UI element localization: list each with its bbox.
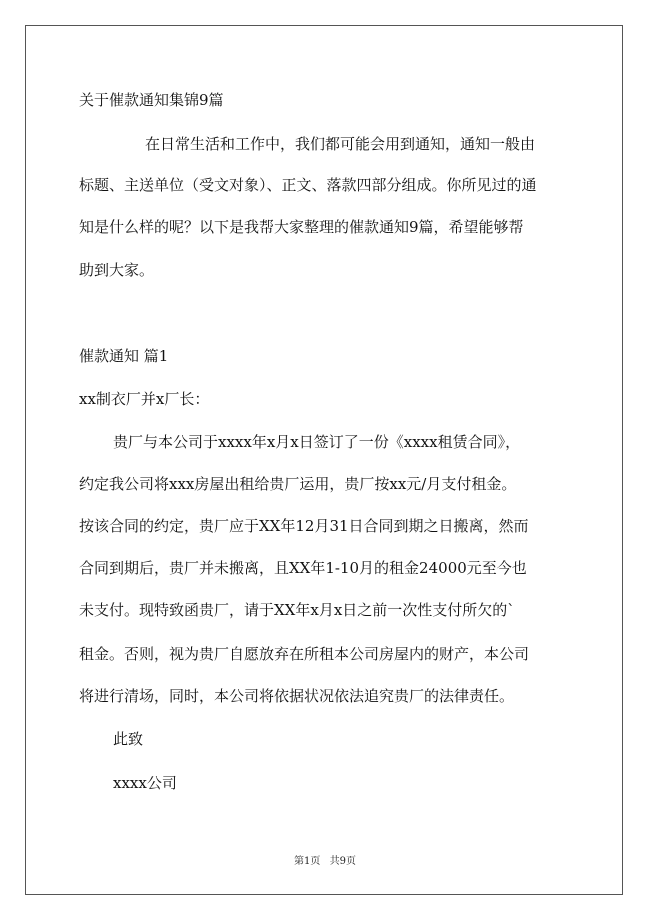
signature: xxxx公司 (113, 774, 177, 792)
intro-line-3: 知是什么样的呢？以下是我帮大家整理的催款通知9篇，希望能够帮 (79, 218, 524, 236)
body-line-1: 贵厂与本公司于xxxx年x月x日签订了一份《xxxx租赁合同》， (113, 433, 521, 451)
salutation: xx制衣厂并x厂长： (79, 390, 210, 408)
body-line-5: 未支付。现特致函贵厂，请于XX年x月x日之前一次性支付所欠的` (79, 601, 515, 619)
section-heading: 催款通知 篇1 (79, 347, 169, 365)
body-line-7: 将进行清场，同时，本公司将依据状况依法追究贵厂的法律责任。 (79, 687, 515, 705)
intro-line-2: 标题、主送单位（受文对象）、正文、落款四部分组成。你所见过的通 (79, 176, 537, 194)
body-line-2: 约定我公司将xxx房屋出租给贵厂运用，贵厂按xx元/月支付租金。 (79, 475, 517, 493)
page-footer (0, 852, 650, 867)
page-border (25, 25, 623, 895)
body-line-6: 租金。否则，视为贵厂自愿放弃在所租本公司房屋内的财产，本公司 (79, 645, 530, 663)
body-line-4: 合同到期后，贵厂并未搬离，且XX年1-10月的租金24000元至今也 (79, 559, 527, 577)
document-title: 关于催款通知集锦9篇 (79, 91, 224, 109)
intro-line-4: 助到大家。 (79, 261, 155, 279)
closing: 此致 (113, 730, 144, 748)
page-number: 第1页 (294, 856, 321, 867)
body-line-3: 按该合同的约定，贵厂应于XX年12月31日合同到期之日搬离，然而 (79, 517, 529, 535)
page-total: 共9页 (329, 856, 356, 867)
intro-line-1: 在日常生活和工作中，我们都可能会用到通知，通知一般由 (145, 135, 536, 153)
